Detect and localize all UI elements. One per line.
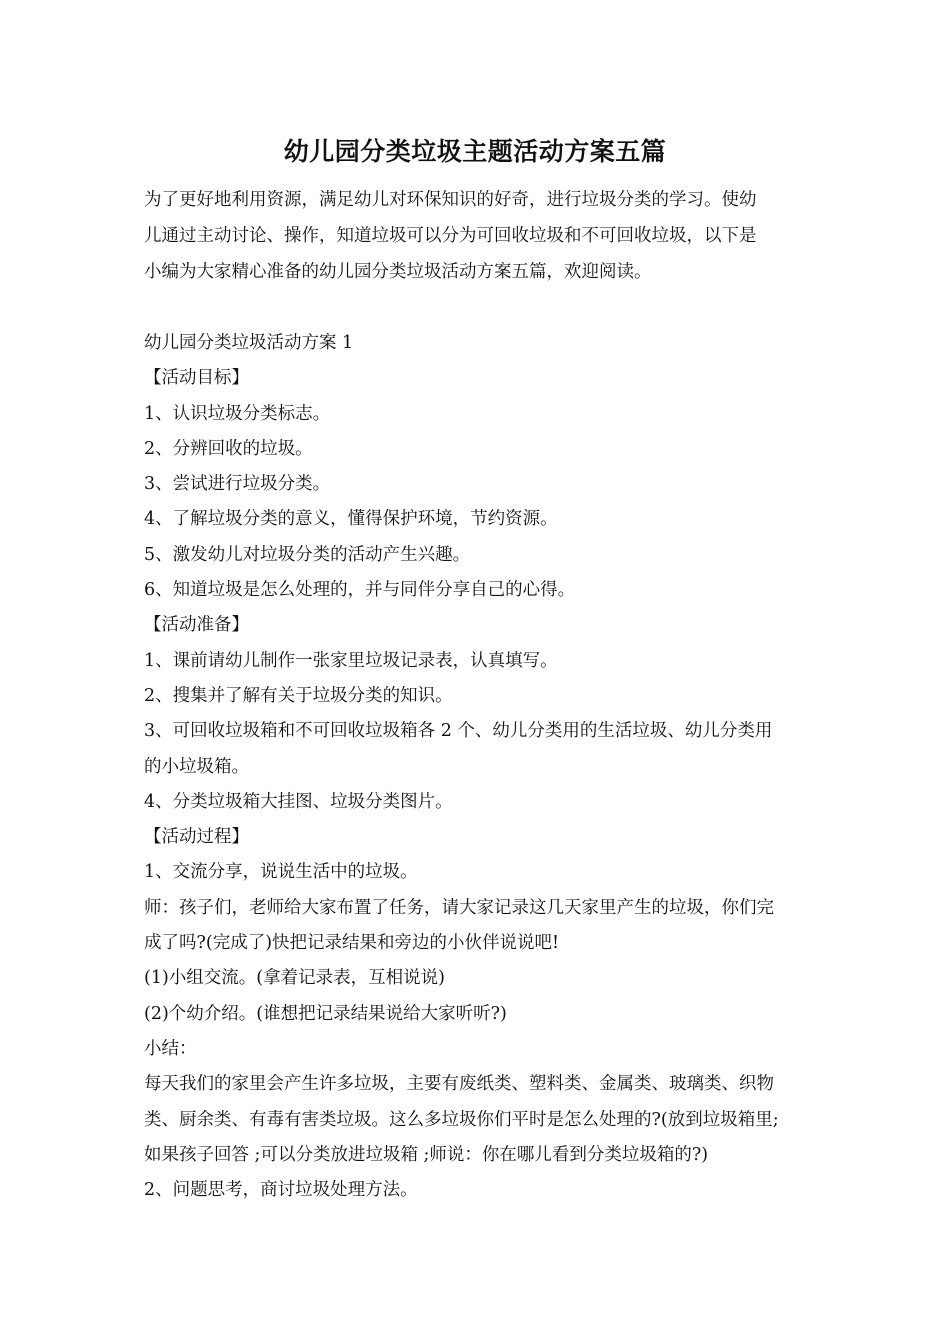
list-item: 1、认识垃圾分类标志。 bbox=[144, 403, 331, 424]
subsection-heading-process: 【活动过程】 bbox=[144, 827, 249, 848]
list-item: 1、交流分享，说说生活中的垃圾。 bbox=[144, 862, 418, 883]
list-item: 3、可回收垃圾箱和不可回收垃圾箱各 2 个、幼儿分类用的生活垃圾、幼儿分类用 bbox=[144, 721, 773, 742]
intro-paragraph bbox=[144, 182, 812, 290]
paragraph-line: 师：孩子们，老师给大家布置了任务，请大家记录这几天家里产生的垃圾，你们完 bbox=[144, 897, 774, 918]
list-item: 6、知道垃圾是怎么处理的，并与同伴分享自己的心得。 bbox=[144, 580, 576, 601]
paragraph-line: 如果孩子回答 ;可以分类放进垃圾箱 ;师说：你在哪儿看到分类垃圾箱的?) bbox=[144, 1144, 709, 1165]
paragraph-line: 每天我们的家里会产生许多垃圾，主要有废纸类、塑料类、金属类、玻璃类、织物 bbox=[144, 1074, 774, 1095]
paragraph-line: (2)个幼介绍。(谁想把记录结果说给大家听听?) bbox=[144, 1003, 507, 1024]
section-heading: 幼儿园分类垃圾活动方案 1 bbox=[144, 333, 354, 353]
paragraph-line: 成了吗?(完成了)快把记录结果和旁边的小伙伴说说吧! bbox=[144, 933, 560, 954]
list-item: 3、尝试进行垃圾分类。 bbox=[144, 474, 331, 495]
intro-line: 为了更好地利用资源，满足幼儿对环保知识的好奇，进行垃圾分类的学习。使幼 bbox=[144, 190, 757, 210]
document-title: 幼儿园分类垃圾主题活动方案五篇 bbox=[283, 137, 667, 166]
list-item: 2、分辨回收的垃圾。 bbox=[144, 438, 313, 459]
list-item: 1、课前请幼儿制作一张家里垃圾记录表，认真填写。 bbox=[144, 650, 558, 671]
list-item: 2、问题思考，商讨垃圾处理方法。 bbox=[144, 1180, 418, 1201]
list-item: 4、分类垃圾箱大挂图、垃圾分类图片。 bbox=[144, 791, 453, 812]
intro-line: 儿通过主动讨论、操作，知道垃圾可以分为可回收垃圾和不可回收垃圾，以下是 bbox=[144, 226, 757, 246]
list-item-continuation: 的小垃圾箱。 bbox=[144, 756, 249, 777]
paragraph-line: 类、厨余类、有毒有害类垃圾。这么多垃圾你们平时是怎么处理的?(放到垃圾箱里; bbox=[144, 1109, 779, 1130]
intro-line: 小编为大家精心准备的幼儿园分类垃圾活动方案五篇，欢迎阅读。 bbox=[144, 262, 652, 282]
paragraph-line: (1)小组交流。(拿着记录表，互相说说) bbox=[144, 968, 445, 989]
document-body bbox=[144, 326, 812, 1208]
subsection-heading-goals: 【活动目标】 bbox=[144, 368, 249, 389]
subsection-heading-preparation: 【活动准备】 bbox=[144, 615, 249, 636]
summary-label: 小结： bbox=[144, 1038, 197, 1059]
list-item: 5、激发幼儿对垃圾分类的活动产生兴趣。 bbox=[144, 544, 471, 565]
list-item: 2、搜集并了解有关于垃圾分类的知识。 bbox=[144, 685, 453, 706]
list-item: 4、了解垃圾分类的意义，懂得保护环境，节约资源。 bbox=[144, 509, 558, 530]
